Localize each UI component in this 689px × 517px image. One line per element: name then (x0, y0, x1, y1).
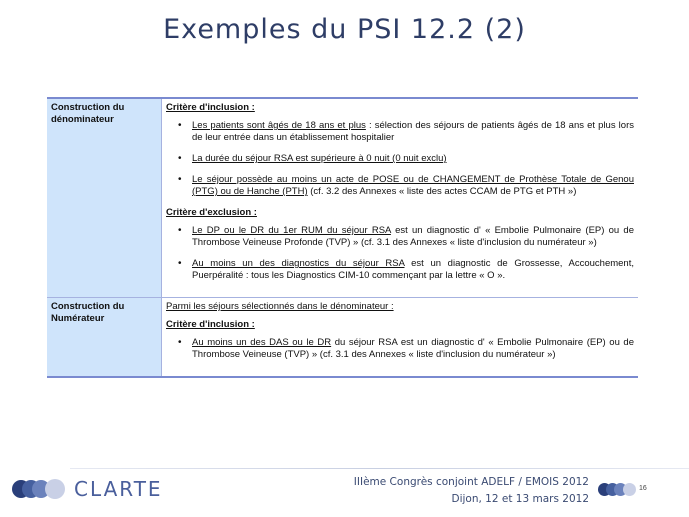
logo-text: CLARTE (74, 477, 163, 501)
exclusion-list (166, 225, 634, 282)
footer-line-2: Dijon, 12 et 13 mars 2012 (451, 493, 589, 505)
list-item: • Les patients sont âgés de 18 ans et plus : sélection des séjours de patients âgés de 18 ans et plus lors de leur entrée dans un établissement hospitalier (192, 120, 634, 144)
row-content-numerator (162, 298, 638, 376)
table-row-denominator (47, 99, 638, 298)
inclusion-criteria-heading: Critère d'inclusion : (166, 102, 255, 113)
clarte-logo (12, 476, 163, 502)
inclusion-list (166, 120, 634, 198)
slide-title: Exemples du PSI 12.2 (2) (163, 14, 526, 45)
table-row-numerator (47, 298, 638, 376)
list-item: • Le DP ou le DR du 1er RUM du séjour RSA est un diagnostic d' « Embolie Pulmonaire (EP) ou de Thrombose Veineuse Profonde (TVP) » (cf. 3.1 des Annexes « liste d'inclusion du numérateur ») (192, 225, 634, 249)
list-item: • Le séjour possède au moins un acte de POSE ou de CHANGEMENT de Prothèse Totale de Genou (PTG) ou de Hanche (PTH) (cf. 3.2 des Annexes « liste des actes CCAM de PTG et PTH ») (192, 174, 634, 198)
inclusion-criteria-heading: Critère d'inclusion : (166, 319, 255, 330)
exclusion-criteria-heading: Critère d'exclusion : (166, 207, 257, 218)
row-header-denominator: Construction du dénominateur (47, 99, 162, 297)
page-number: 16 (639, 485, 647, 492)
logo-circles-icon (12, 478, 70, 500)
page-circles-icon (598, 483, 636, 499)
list-item: • Au moins un des DAS ou le DR du séjour RSA est un diagnostic d' « Embolie Pulmonaire (EP) ou de Thrombose Veineuse (TVP) » (cf. 3.1 des Annexes « liste d'inclusion du numérateur ») (192, 337, 634, 361)
row-content-denominator (162, 99, 638, 297)
numerator-intro: Parmi les séjours sélectionnés dans le dénominateur : (166, 301, 394, 312)
criteria-table (47, 97, 638, 378)
row-header-numerator: Construction du Numérateur (47, 298, 162, 376)
list-item: • Au moins un des diagnostics du séjour RSA est un diagnostic de Grossesse, Accouchement, Puerpéralité : tous les Diagnostics CIM-10 commençant par la lettre « O ». (192, 258, 634, 282)
footer-divider (70, 468, 689, 469)
list-item: • La durée du séjour RSA est supérieure à 0 nuit (0 nuit exclu) (192, 153, 634, 165)
inclusion-list (166, 337, 634, 361)
footer-info (354, 474, 589, 508)
footer-line-1: IIIème Congrès conjoint ADELF / EMOIS 2012 (353, 476, 589, 488)
